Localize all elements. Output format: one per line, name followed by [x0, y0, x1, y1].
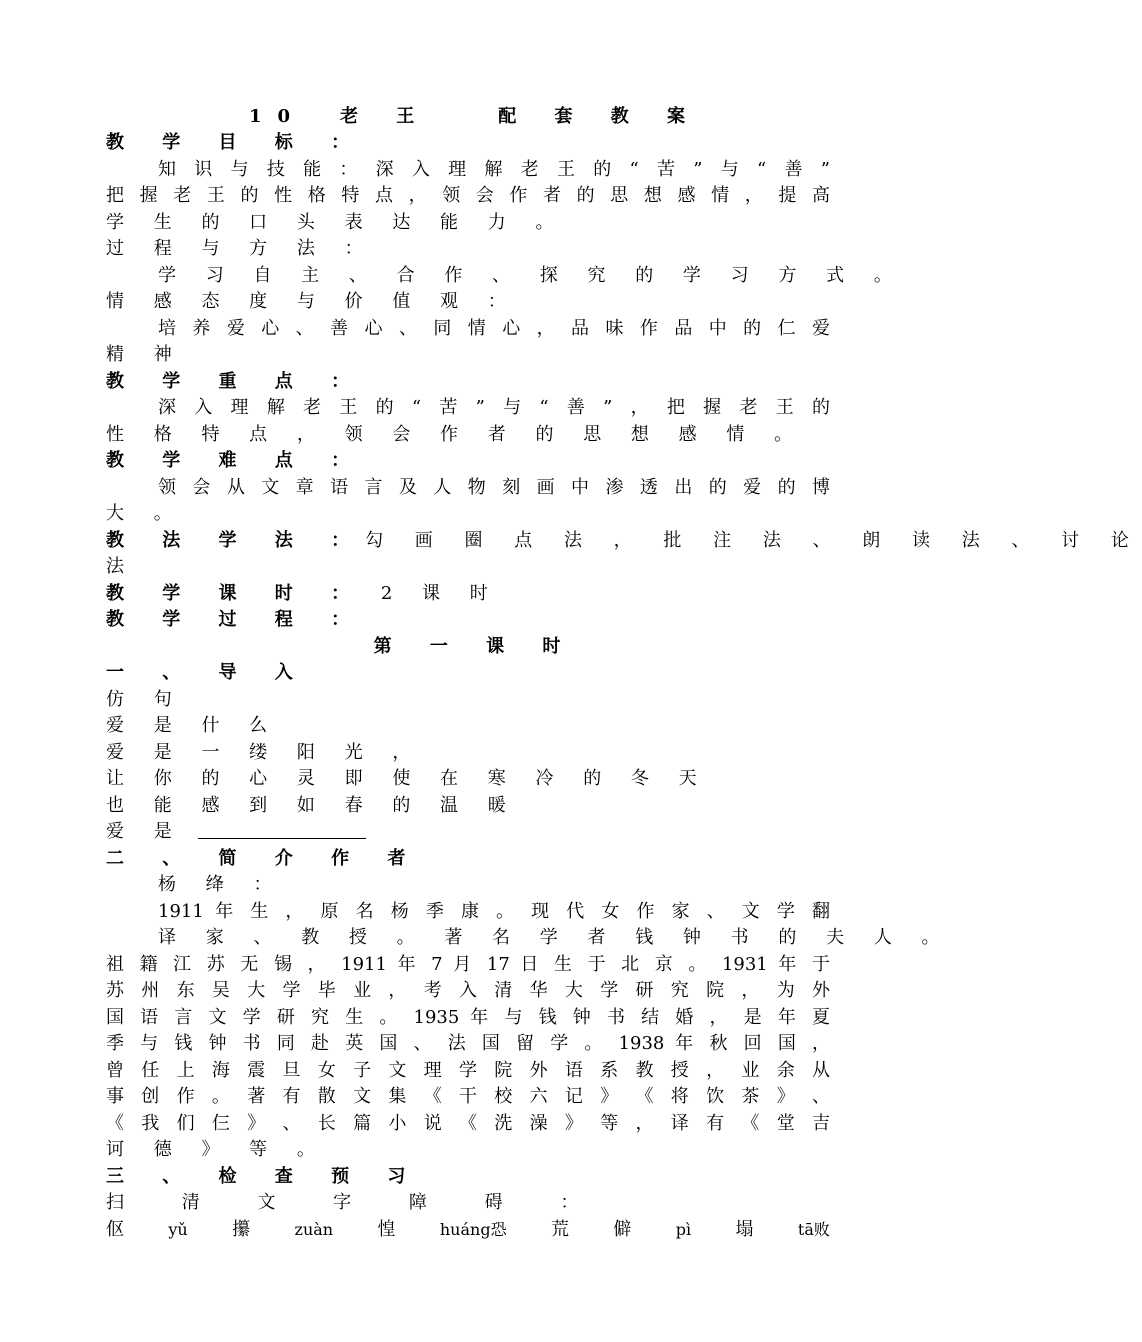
pinyin-row — [106, 1217, 830, 1243]
subheading-clear-obstacles: 扫 清 文 字 障 碍 ： — [106, 1192, 605, 1213]
paragraph-line: 知识与技能：深入理解老王的“苦”与“善” — [158, 159, 830, 180]
pinyin-item: yǔ — [168, 1220, 188, 1239]
paragraph-line: 祖 籍 江 苏 无 锡 ， 1911 年 7 月 17 日 生 于 北 京 。 1931 年 于 — [106, 954, 830, 975]
paragraph-line: 大 。 — [106, 503, 184, 524]
paragraph-line: 培养爱心、善心、同情心，品味作品中的仁爱 — [158, 318, 830, 339]
heading-class-hours: 教 学 课 时 ： — [106, 583, 366, 604]
fill-in-line — [106, 819, 830, 845]
paragraph-line: 季 与 钱 钟 书 同 赴 英 国 、 法 国 留 学 。 1938 年 秋 回 国 ， — [106, 1033, 830, 1054]
paragraph-line: 译 家 、 教 授 。 著 名 学 者 钱 钟 书 的 夫 人 。 — [158, 927, 952, 948]
heading-methods: 教 法 学 法 ： — [106, 530, 366, 551]
paragraph-line: 让 你 的 心 灵 即 使 在 寒 冷 的 冬 天 — [106, 768, 709, 789]
pinyin-item: 惶 — [377, 1219, 396, 1240]
paragraph-line: 苏 州 东 吴 大 学 毕 业 ， 考 入 清 华 大 学 研 究 院 ， 为 外 — [106, 980, 830, 1001]
paragraph-line: 把握老王的性格特点，领会作者的思想感情，提高 — [106, 185, 830, 206]
subheading-emotion-values: 情 感 态 度 与 价 值 观 ： — [106, 291, 518, 312]
class-hours-value: 2 课 时 — [380, 583, 500, 604]
heading-introduction: 一 、 导 入 — [106, 662, 309, 683]
heading-teaching-objectives: 教 学 目 标 ： — [106, 132, 366, 153]
paragraph-line: 性 格 特 点 ， 领 会 作 者 的 思 想 感 情 。 — [106, 424, 805, 445]
paragraph-line: 曾 任 上 海 震 旦 女 子 文 理 学 院 外 语 系 教 授 ， 业 余 从 — [106, 1060, 830, 1081]
paragraph-line: 事 创 作 。 著 有 散 文 集 《 干 校 六 记 》 《 将 饮 茶 》 、 — [106, 1086, 830, 1107]
paragraph-line: 诃 德 》 等 。 — [106, 1139, 327, 1160]
paragraph-line: 《 我 们 仨 》 、 长 篇 小 说 《 洗 澡 》 等 ， 译 有 《 堂 吉 — [106, 1113, 830, 1134]
class-hours-line — [106, 581, 830, 607]
heading-key-points: 教 学 重 点 ： — [106, 371, 366, 392]
methods-line — [106, 528, 1142, 554]
subheading-process-methods: 过 程 与 方 法 ： — [106, 238, 375, 259]
paragraph-line: 精 神 — [106, 344, 184, 365]
document-title: 10 老 王 配 套 教 案 — [248, 106, 702, 127]
pinyin-item: zuàn — [294, 1220, 334, 1239]
pinyin-item: 攥 — [232, 1219, 251, 1240]
paragraph-line: 深入理解老王的“苦”与“善”，把握老王的 — [158, 397, 830, 418]
heading-teaching-process: 教 学 过 程 ： — [106, 609, 366, 630]
heading-difficult-points: 教 学 难 点 ： — [106, 450, 366, 471]
paragraph-line: 也 能 感 到 如 春 的 温 暖 — [106, 795, 518, 816]
pinyin-item: pì — [675, 1220, 692, 1239]
heading-author-intro: 二 、 简 介 作 者 — [106, 848, 422, 869]
methods-text: 勾 画 圈 点 法 ， 批 注 法 、 朗 读 法 、 讨 论 — [365, 530, 1142, 551]
section-title-first-lesson: 第 一 课 时 — [373, 636, 577, 657]
paragraph-line: 爱 是 一 缕 阳 光 ， — [106, 742, 423, 763]
pinyin-item: 荒 — [550, 1219, 569, 1240]
pinyin-item: tā败 — [797, 1220, 830, 1239]
paragraph-line: 法 — [106, 556, 124, 577]
pinyin-item: huáng恐 — [439, 1220, 507, 1239]
pinyin-item: 僻 — [613, 1219, 632, 1240]
pinyin-item: 伛 — [106, 1219, 124, 1240]
paragraph-line: 1911 年 生 ， 原 名 杨 季 康 。 现 代 女 作 家 、 文 学 翻 — [158, 901, 831, 922]
paragraph-line: 领会从文章语言及人物刻画中渗透出的爱的博 — [158, 477, 830, 498]
fill-in-label: 爱 是 — [106, 821, 184, 842]
paragraph-line: 学 生 的 口 头 表 达 能 力 。 — [106, 212, 566, 233]
pinyin-item: 塌 — [735, 1219, 754, 1240]
heading-check-preview: 三 、 检 查 预 习 — [106, 1166, 422, 1187]
paragraph-line: 爱 是 什 么 — [106, 715, 280, 736]
paragraph-line: 仿 句 — [106, 689, 184, 710]
paragraph-line: 国 语 言 文 学 研 究 生 。 1935 年 与 钱 钟 书 结 婚 ， 是 年 夏 — [106, 1007, 830, 1028]
author-name: 杨 绛 ： — [158, 874, 284, 895]
fill-in-blank — [198, 820, 366, 839]
paragraph-line: 学 习 自 主 、 合 作 、 探 究 的 学 习 方 式 。 — [158, 265, 904, 286]
